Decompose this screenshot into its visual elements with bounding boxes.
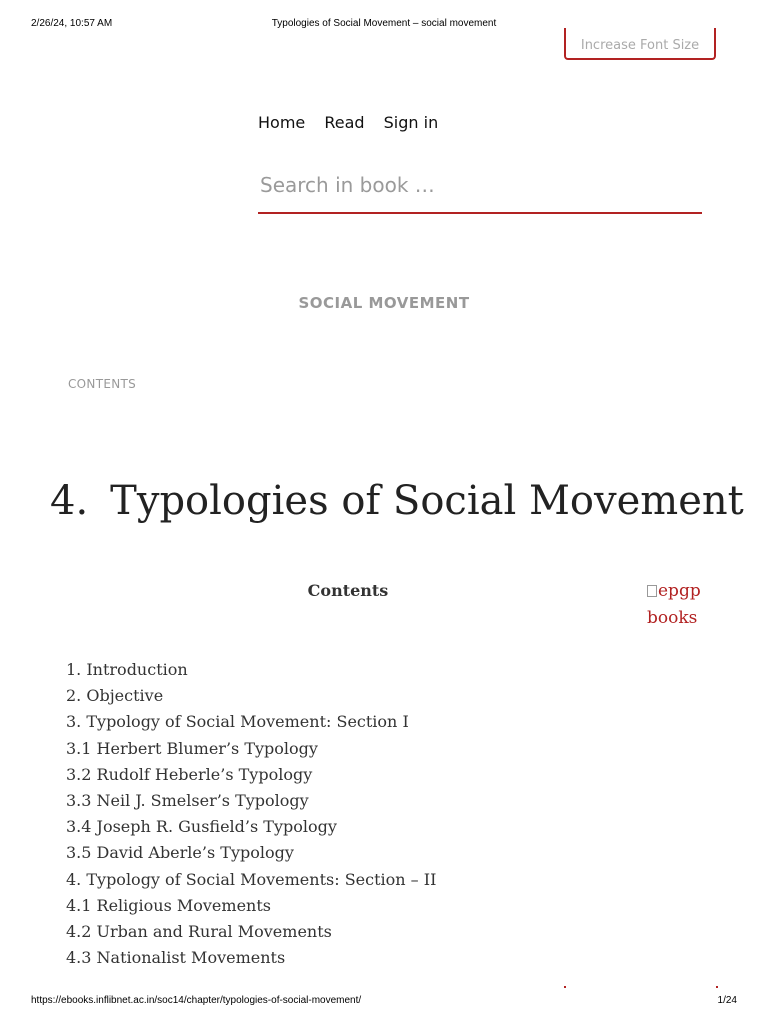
- chapter-title: [50, 478, 744, 524]
- toc-item[interactable]: 1. Introduction: [66, 660, 188, 679]
- logo-alt-line1: epgp: [658, 581, 701, 601]
- decorative-dot: [716, 986, 718, 988]
- contents-link[interactable]: CONTENTS: [68, 377, 137, 391]
- print-page-title: Typologies of Social Movement – social movement: [271, 18, 497, 29]
- nav-item-sign-in[interactable]: Sign in: [383, 113, 439, 132]
- nav-item-read[interactable]: Read: [324, 113, 365, 132]
- print-footer: [0, 995, 768, 1009]
- chapter-number: 4.: [50, 478, 89, 524]
- print-datetime: 2/26/24, 10:57 AM: [31, 18, 113, 29]
- toc-item[interactable]: 3.4 Joseph R. Gusfield’s Typology: [66, 817, 337, 837]
- book-title[interactable]: SOCIAL MOVEMENT: [298, 294, 470, 312]
- toc-item[interactable]: 3.3 Neil J. Smelser’s Typology: [66, 791, 309, 811]
- toc-item[interactable]: 3.1 Herbert Blumer’s Typology: [66, 738, 318, 758]
- toc-item[interactable]: 3.5 David Aberle’s Typology: [66, 843, 294, 863]
- main-nav: [258, 113, 452, 132]
- increase-font-size-button[interactable]: Increase Font Size: [564, 28, 716, 60]
- print-url: https://ebooks.inflibnet.ac.in/soc14/chapter/typologies-of-social-movement/: [31, 995, 362, 1006]
- toc-item[interactable]: 3.2 Rudolf Heberle’s Typology: [66, 764, 313, 784]
- toc-item[interactable]: 4.1 Religious Movements: [66, 895, 271, 915]
- toc-item[interactable]: 4. Typology of Social Movements: Section – II: [66, 869, 437, 889]
- broken-image-icon: [647, 585, 657, 597]
- toc-item[interactable]: 2. Objective: [66, 686, 164, 706]
- contents-heading: Contents: [307, 581, 389, 600]
- logo-alt-line2: books: [647, 608, 698, 628]
- toc-item[interactable]: 4.3 Nationalist Movements: [66, 948, 286, 968]
- chapter-title-text: Typologies of Social Movement: [110, 478, 744, 524]
- table-of-contents: [66, 657, 436, 971]
- nav-item-home[interactable]: Home: [258, 113, 306, 132]
- decorative-dot: [564, 986, 566, 988]
- epgp-books-logo[interactable]: [647, 578, 717, 632]
- print-page-number: 1/24: [717, 995, 737, 1006]
- search-input[interactable]: [258, 158, 702, 214]
- toc-item[interactable]: 4.2 Urban and Rural Movements: [66, 922, 332, 942]
- toc-item[interactable]: 3. Typology of Social Movement: Section I: [66, 712, 409, 732]
